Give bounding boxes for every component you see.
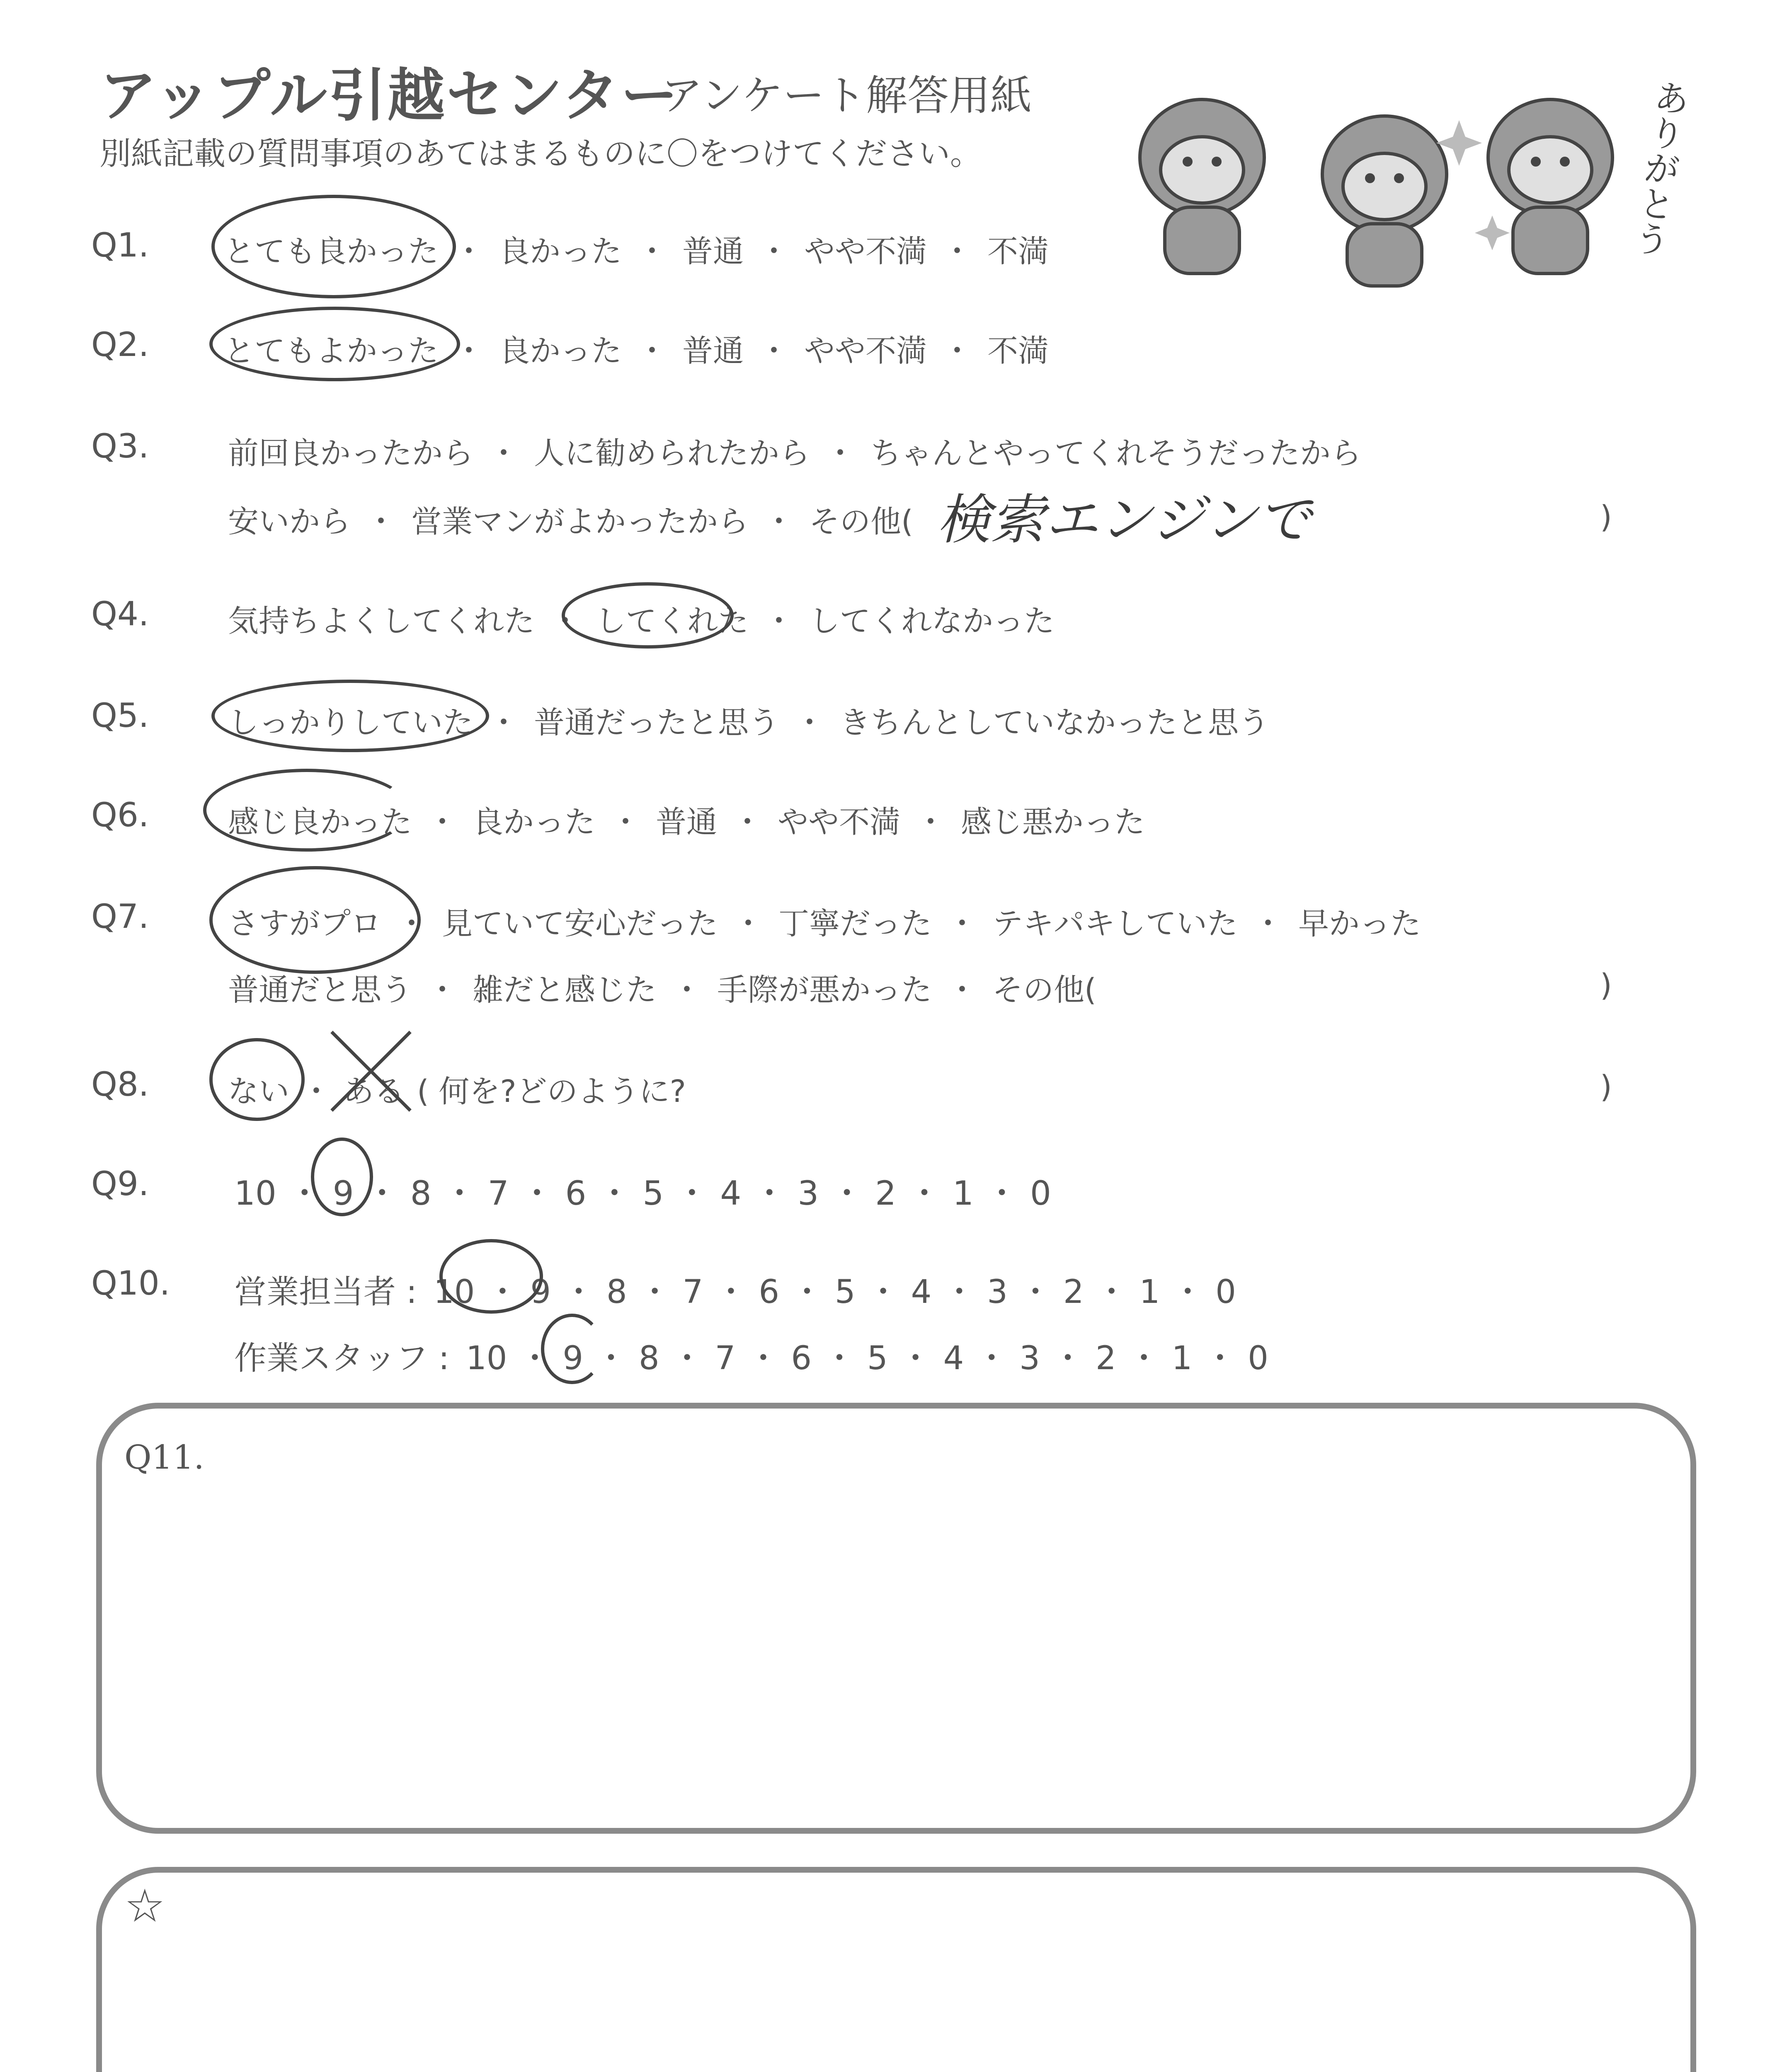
form-title: アンケート解答用紙 bbox=[661, 71, 1032, 120]
q9-score[interactable]: 2 bbox=[875, 1174, 897, 1213]
q3-option[interactable]: 安いから bbox=[228, 504, 351, 540]
q8-number: Q8. bbox=[91, 1065, 149, 1104]
q10-staff-score[interactable]: 10 bbox=[466, 1340, 507, 1377]
q3-other-handwritten: 検索エンジンで bbox=[937, 488, 1312, 551]
q8-option-none[interactable]: ない bbox=[228, 1074, 289, 1109]
q5-options: しっかりしていた ・ 普通だったと思う ・ きちんとしていなかったと思う bbox=[228, 705, 1269, 741]
q6-option[interactable]: 普通 bbox=[656, 804, 717, 840]
q7-option[interactable]: 丁寧だった bbox=[778, 906, 932, 942]
q7-option[interactable]: その他( bbox=[992, 972, 1096, 1008]
q2-options: とてもよかった ・ 良かった ・ 普通 ・ やや不満 ・ 不満 bbox=[224, 333, 1049, 369]
q7-option[interactable]: 早かった bbox=[1298, 906, 1421, 942]
q8-option-some[interactable]: ある bbox=[343, 1074, 405, 1109]
q10-staff-row: 作業スタッフ : 10 ・ 9 ・ 8 ・ 7 ・ 6 ・ 5 ・ 4 ・ 3 ・ 2 ・ 1 ・ 0 bbox=[234, 1340, 1268, 1377]
q10-staff-score[interactable]: 8 bbox=[639, 1340, 659, 1377]
q1-option[interactable]: 不満 bbox=[987, 234, 1049, 269]
q6-option[interactable]: 良かった bbox=[473, 804, 595, 840]
q3-line2: 安いから ・ 営業マンがよかったから ・ その他( bbox=[228, 504, 913, 540]
q3-number: Q3. bbox=[91, 427, 149, 465]
q3-option[interactable]: 営業マンがよかったから bbox=[411, 504, 749, 540]
q10-staff-label: 作業スタッフ : bbox=[234, 1340, 450, 1377]
q7-option[interactable]: さすがプロ bbox=[228, 906, 381, 942]
q3-option[interactable]: 前回良かったから bbox=[228, 436, 473, 471]
q6-option[interactable]: やや不満 bbox=[778, 804, 900, 840]
q6-answer-mark bbox=[203, 769, 410, 852]
q4-answer-circle bbox=[562, 582, 734, 649]
q7-option[interactable]: 雑だと感じた bbox=[473, 972, 657, 1008]
q4-number: Q4. bbox=[91, 595, 149, 633]
q5-answer-circle bbox=[211, 680, 489, 752]
q10-sales-score[interactable]: 5 bbox=[834, 1273, 856, 1311]
q3-option[interactable]: ちゃんとやってくれそうだったから bbox=[870, 436, 1361, 471]
star-comment-box[interactable] bbox=[96, 1867, 1696, 2072]
q2-option[interactable]: 不満 bbox=[987, 333, 1049, 369]
q9-scale: 10 ・ 9 ・ 8 ・ 7 ・ 6 ・ 5 ・ 4 ・ 3 ・ 2 ・ 1 ・ 0 bbox=[234, 1174, 1051, 1213]
q7-option[interactable]: 見ていて安心だった bbox=[442, 906, 718, 942]
q10-staff-score[interactable]: 5 bbox=[867, 1340, 888, 1377]
q6-options: 感じ良かった ・ 良かった ・ 普通 ・ やや不満 ・ 感じ悪かった bbox=[228, 804, 1145, 840]
q1-option[interactable]: 良かった bbox=[499, 234, 622, 269]
q6-number: Q6. bbox=[91, 796, 149, 834]
q9-score[interactable]: 10 bbox=[234, 1174, 276, 1213]
q1-options: とても良かった ・ 良かった ・ 普通 ・ やや不満 ・ 不満 bbox=[224, 234, 1049, 269]
q9-score[interactable]: 5 bbox=[642, 1174, 664, 1213]
q10-sales-score[interactable]: 3 bbox=[987, 1273, 1008, 1311]
q4-option[interactable]: 気持ちよくしてくれた bbox=[228, 603, 535, 639]
q2-answer-circle bbox=[209, 307, 460, 381]
q10-staff-score[interactable]: 2 bbox=[1095, 1340, 1116, 1377]
q7-option[interactable]: 普通だと思う bbox=[228, 972, 412, 1008]
q7-number: Q7. bbox=[91, 897, 149, 936]
q8-answer-circle bbox=[209, 1038, 305, 1121]
q5-number: Q5. bbox=[91, 696, 149, 735]
q9-score[interactable]: 3 bbox=[798, 1174, 819, 1213]
q4-option[interactable]: してくれた bbox=[595, 603, 749, 639]
q10-sales-score[interactable]: 1 bbox=[1139, 1273, 1160, 1311]
q8-close-paren: ) bbox=[1600, 1069, 1612, 1105]
q10-number: Q10. bbox=[91, 1264, 170, 1302]
q2-option[interactable]: 良かった bbox=[499, 333, 622, 369]
q1-number: Q1. bbox=[91, 226, 149, 264]
q1-answer-circle bbox=[211, 195, 456, 298]
q11-label: Q11. bbox=[124, 1438, 204, 1477]
q5-option[interactable]: 普通だったと思う bbox=[534, 705, 779, 741]
q10-sales-score[interactable]: 2 bbox=[1063, 1273, 1084, 1311]
q9-score[interactable]: 1 bbox=[953, 1174, 974, 1213]
q2-number: Q2. bbox=[91, 325, 149, 364]
q9-score[interactable]: 4 bbox=[720, 1174, 742, 1213]
q7-line1: さすがプロ ・ 見ていて安心だった ・ 丁寧だった ・ テキパキしていた ・ 早かった bbox=[228, 906, 1421, 942]
q10-sales-row: 営業担当者 : 10 ・ 9 ・ 8 ・ 7 ・ 6 ・ 5 ・ 4 ・ 3 ・ 2 ・ 1 ・ 0 bbox=[234, 1273, 1236, 1311]
q9-number: Q9. bbox=[91, 1164, 149, 1203]
q4-option[interactable]: してくれなかった bbox=[809, 603, 1055, 639]
q7-answer-circle bbox=[209, 866, 421, 974]
q9-score[interactable]: 6 bbox=[565, 1174, 587, 1213]
q7-line2: 普通だと思う ・ 雑だと感じた ・ 手際が悪かった ・ その他( bbox=[228, 972, 1096, 1008]
q10-staff-score[interactable]: 1 bbox=[1171, 1340, 1193, 1377]
star-label: ☆ bbox=[124, 1879, 165, 1932]
q10-sales-answer-circle bbox=[439, 1239, 543, 1314]
q10-staff-score[interactable]: 9 bbox=[562, 1340, 583, 1377]
q10-staff-score[interactable]: 4 bbox=[943, 1340, 964, 1377]
q10-staff-score[interactable]: 3 bbox=[1019, 1340, 1040, 1377]
q9-score[interactable]: 9 bbox=[332, 1174, 354, 1213]
q10-staff-answer-mark bbox=[541, 1314, 603, 1384]
q3-option[interactable]: 人に勧められたから bbox=[534, 436, 810, 471]
q3-option[interactable]: その他( bbox=[809, 504, 913, 540]
q8-cross-out-mark bbox=[323, 1024, 419, 1119]
q7-option[interactable]: 手際が悪かった bbox=[717, 972, 932, 1008]
q10-sales-label: 営業担当者 : bbox=[234, 1273, 417, 1311]
q3-line1: 前回良かったから ・ 人に勧められたから ・ ちゃんとやってくれそうだったから bbox=[228, 436, 1361, 471]
q1-option[interactable]: やや不満 bbox=[804, 234, 927, 269]
q10-sales-score[interactable]: 4 bbox=[911, 1273, 932, 1311]
q10-staff-score[interactable]: 0 bbox=[1248, 1340, 1268, 1377]
q4-options: 気持ちよくしてくれた ・ してくれた ・ してくれなかった bbox=[228, 603, 1055, 639]
instruction-text: 別紙記載の質問事項のあてはまるものに〇をつけてください。 bbox=[99, 135, 982, 172]
q1-option[interactable]: とても良かった bbox=[224, 234, 439, 269]
monkey-mascots-illustration bbox=[1103, 62, 1683, 294]
q5-option[interactable]: きちんとしていなかったと思う bbox=[840, 705, 1269, 741]
q10-sales-score[interactable]: 8 bbox=[606, 1273, 627, 1311]
q5-option[interactable]: しっかりしていた bbox=[228, 705, 473, 741]
q9-score[interactable]: 0 bbox=[1030, 1174, 1051, 1213]
q2-option[interactable]: とてもよかった bbox=[224, 333, 439, 369]
q9-answer-circle bbox=[311, 1138, 373, 1216]
q6-option[interactable]: 感じ悪かった bbox=[961, 804, 1145, 840]
q7-option[interactable]: テキパキしていた bbox=[992, 906, 1238, 942]
q10-sales-score[interactable]: 7 bbox=[682, 1273, 703, 1311]
q10-staff-score[interactable]: 7 bbox=[715, 1340, 736, 1377]
q10-sales-score[interactable]: 10 bbox=[434, 1273, 475, 1311]
mascot-caption: ありがとう bbox=[1626, 77, 1692, 259]
q1-option[interactable]: 普通 bbox=[682, 234, 744, 269]
q9-score[interactable]: 7 bbox=[487, 1174, 509, 1213]
q10-sales-score[interactable]: 6 bbox=[759, 1273, 779, 1311]
q6-option[interactable]: 感じ良かった bbox=[228, 804, 412, 840]
q10-sales-score[interactable]: 0 bbox=[1215, 1273, 1236, 1311]
q11-comment-box[interactable] bbox=[96, 1403, 1696, 1834]
q10-sales-score[interactable]: 9 bbox=[530, 1273, 551, 1311]
q8-options: ない ・ ある ( 何を?どのように? bbox=[228, 1074, 686, 1109]
q3-close-paren: ) bbox=[1600, 499, 1612, 535]
q7-close-paren: ) bbox=[1600, 968, 1612, 1003]
q2-option[interactable]: やや不満 bbox=[804, 333, 927, 369]
q8-followup: ( 何を?どのように? bbox=[417, 1074, 686, 1109]
brand-title: アップル引越センター bbox=[99, 62, 680, 129]
q9-score[interactable]: 8 bbox=[410, 1174, 432, 1213]
q10-staff-score[interactable]: 6 bbox=[791, 1340, 812, 1377]
q2-option[interactable]: 普通 bbox=[682, 333, 744, 369]
